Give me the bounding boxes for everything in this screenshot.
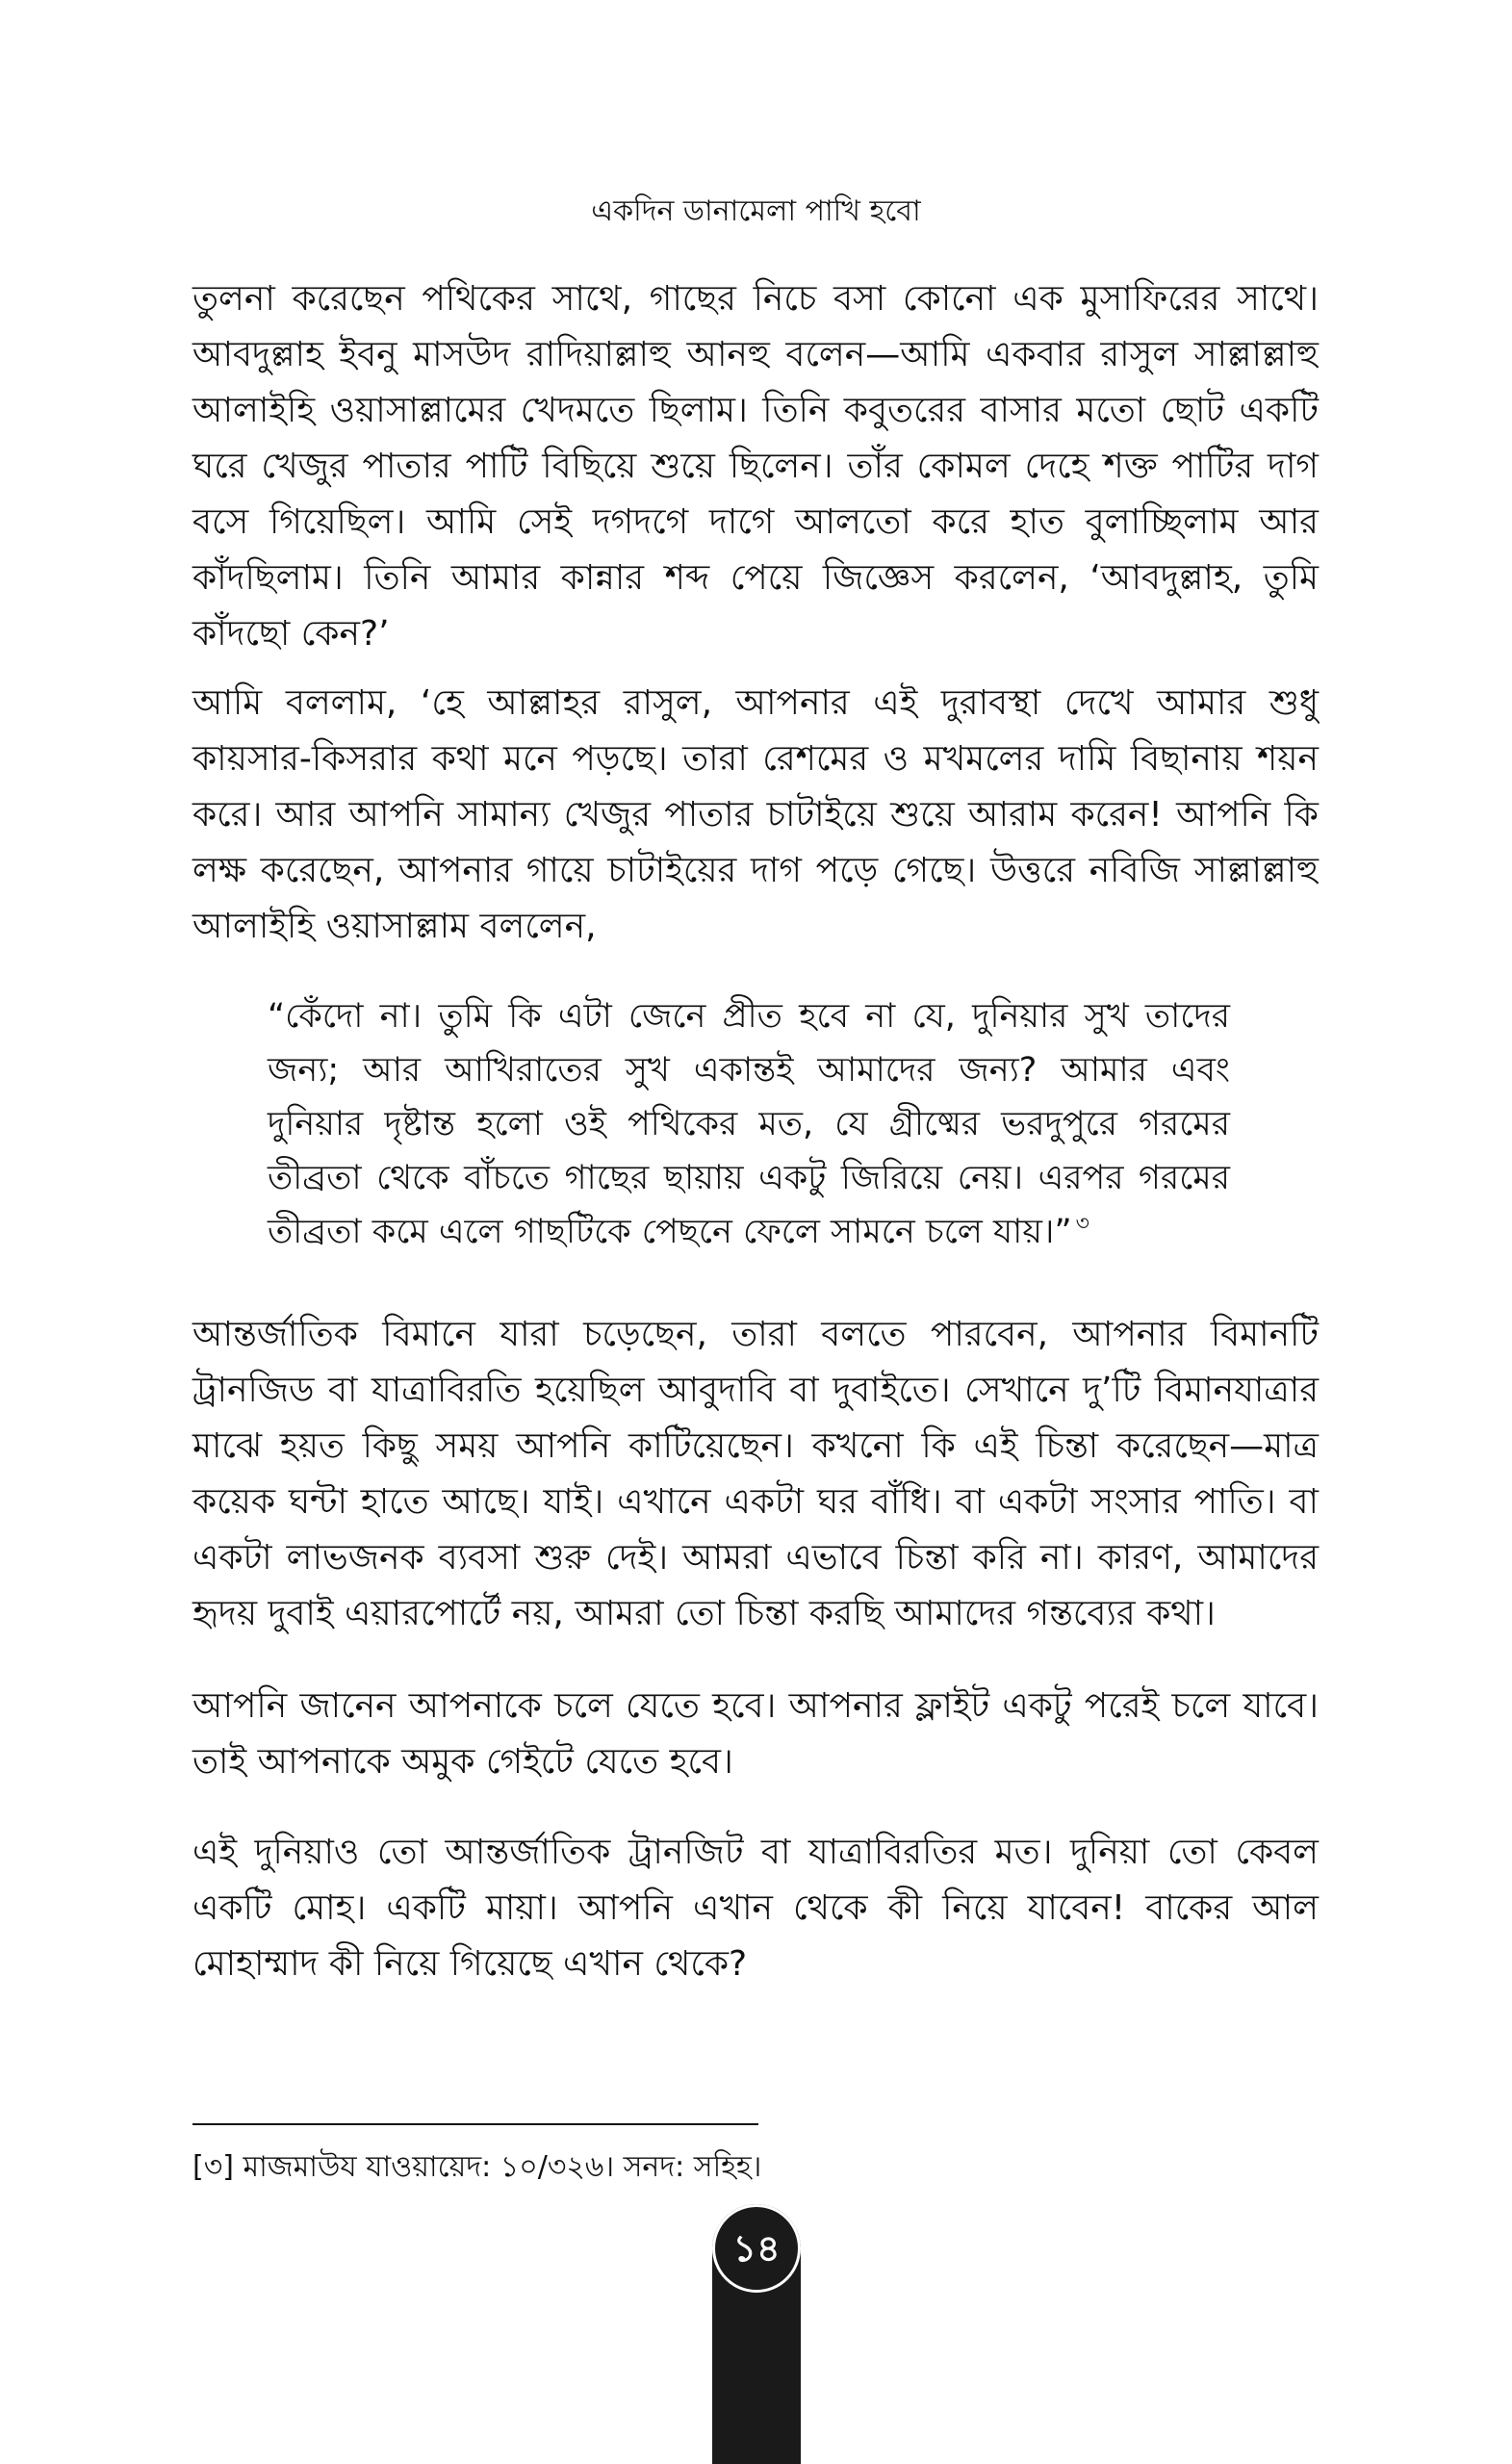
paragraph-3-text: আন্তর্জাতিক বিমানে যারা চড়েছেন, তারা বলতে পারবেন, আপনার বিমানটি ট্রানজিড বা যাত্রাবিরতি হয়েছিল আবুদাবি বা দুবাইতে। সেখানে দু’টি বিমানযাত্রার মাঝে হয়ত কিছু সময় আপনি কাটিয়েছেন। কখনো কি এই চিন্তা করেছেন—মাত্র কয়েক ঘন্টা হাতে আছে। যাই। এখানে একটা ঘর বাঁধি। বা একটা সংসার পাতি। বা একটা লাভজনক ব্যবসা শুরু দেই। আমরা এভাবে চিন্তা করি না। কারণ, আমাদের হৃদয় দুবাই এয়ারপোর্টে নয়, আমরা তো চিন্তা করছি আমাদের গন্তব্যের কথা। xyxy=(192,1315,1319,1633)
paragraph-2 xyxy=(192,676,1319,955)
paragraph-1-text: তুলনা করেছেন পথিকের সাথে, গাছের নিচে বসা কোনো এক মুসাফিরের সাথে। আবদুল্লাহ ইবনু মাসউদ রাদিয়াল্লাহু আনহু বলেন—আমি একবার রাসুল সাল্লাল্লাহু আলাইহি ওয়াসাল্লামের খেদমতে ছিলাম। তিনি কবুতরের বাসার মতো ছোট একটি ঘরে খেজুর পাতার পাটি বিছিয়ে শুয়ে ছিলেন। তাঁর কোমল দেহে শক্ত পাটির দাগ বসে গিয়েছিল। আমি সেই দগদগে দাগে আলতো করে হাত বুলাচ্ছিলাম আর কাঁদছিলাম। তিনি আমার কান্নার শব্দ পেয়ে জিজ্ঞেস করলেন, ‘আবদুল্লাহ, তুমি কাঁদছো কেন?’ xyxy=(192,279,1319,654)
footnote-divider xyxy=(192,2123,758,2125)
paragraph-2-text: আমি বললাম, ‘হে আল্লাহর রাসুল, আপনার এই দুরাবস্থা দেখে আমার শুধু কায়সার-কিসরার কথা মনে পড়ছে। তারা রেশমের ও মখমলের দামি বিছানায় শয়ন করে। আর আপনি সামান্য খেজুর পাতার চাটাইয়ে শুয়ে আরাম করেন! আপনি কি লক্ষ করেছেন, আপনার গায়ে চাটাইয়ের দাগ পড়ে গেছে। উত্তরে নবিজি সাল্লাল্লাহু আলাইহি ওয়াসাল্লাম বললেন, xyxy=(192,683,1319,946)
paragraph-4-text: আপনি জানেন আপনাকে চলে যেতে হবে। আপনার ফ্লাইট একটু পরেই চলে যাবে। তাই আপনাকে অমুক গেইটে যেতে হবে। xyxy=(192,1686,1319,1782)
running-header: একদিন ডানামেলা পাখি হবো xyxy=(591,194,921,228)
footnote: [৩] মাজমাউয যাওয়ায়েদ: ১০/৩২৬। সনদ: সহিহ। xyxy=(192,2150,762,2184)
hadith-quote-paragraph xyxy=(268,989,1230,1259)
paragraph-5 xyxy=(192,1825,1319,1992)
paragraph-1 xyxy=(192,271,1319,662)
footnote-marker: ৩ xyxy=(1075,1212,1089,1237)
hadith-quote xyxy=(268,989,1230,1259)
page-number: ১৪ xyxy=(712,2204,801,2293)
paragraph-4 xyxy=(192,1679,1319,1790)
paragraph-3 xyxy=(192,1307,1319,1642)
hadith-quote-text: “কেঁদো না। তুমি কি এটা জেনে প্রীত হবে না যে, দুনিয়ার সুখ তাদের জন্য; আর আখিরাতের সুখ একান্তই আমাদের জন্য? আমার এবং দুনিয়ার দৃষ্টান্ত হলো ওই পথিকের মত, যে গ্রীষ্মের ভরদুপুরে গরমের তীব্রতা থেকে বাঁচতে গাছের ছায়ায় একটু জিরিয়ে নেয়। এরপর গরমের তীব্রতা কমে এলে গাছটিকে পেছনে ফেলে সামনে চলে যায়।” xyxy=(268,997,1230,1251)
paragraph-5-text: এই দুনিয়াও তো আন্তর্জাতিক ট্রানজিট বা যাত্রাবিরতির মত। দুনিয়া তো কেবল একটি মোহ। একটি মায়া। আপনি এখান থেকে কী নিয়ে যাবেন! বাকের আল মোহাম্মাদ কী নিয়ে গিয়েছে এখান থেকে? xyxy=(192,1833,1319,1984)
